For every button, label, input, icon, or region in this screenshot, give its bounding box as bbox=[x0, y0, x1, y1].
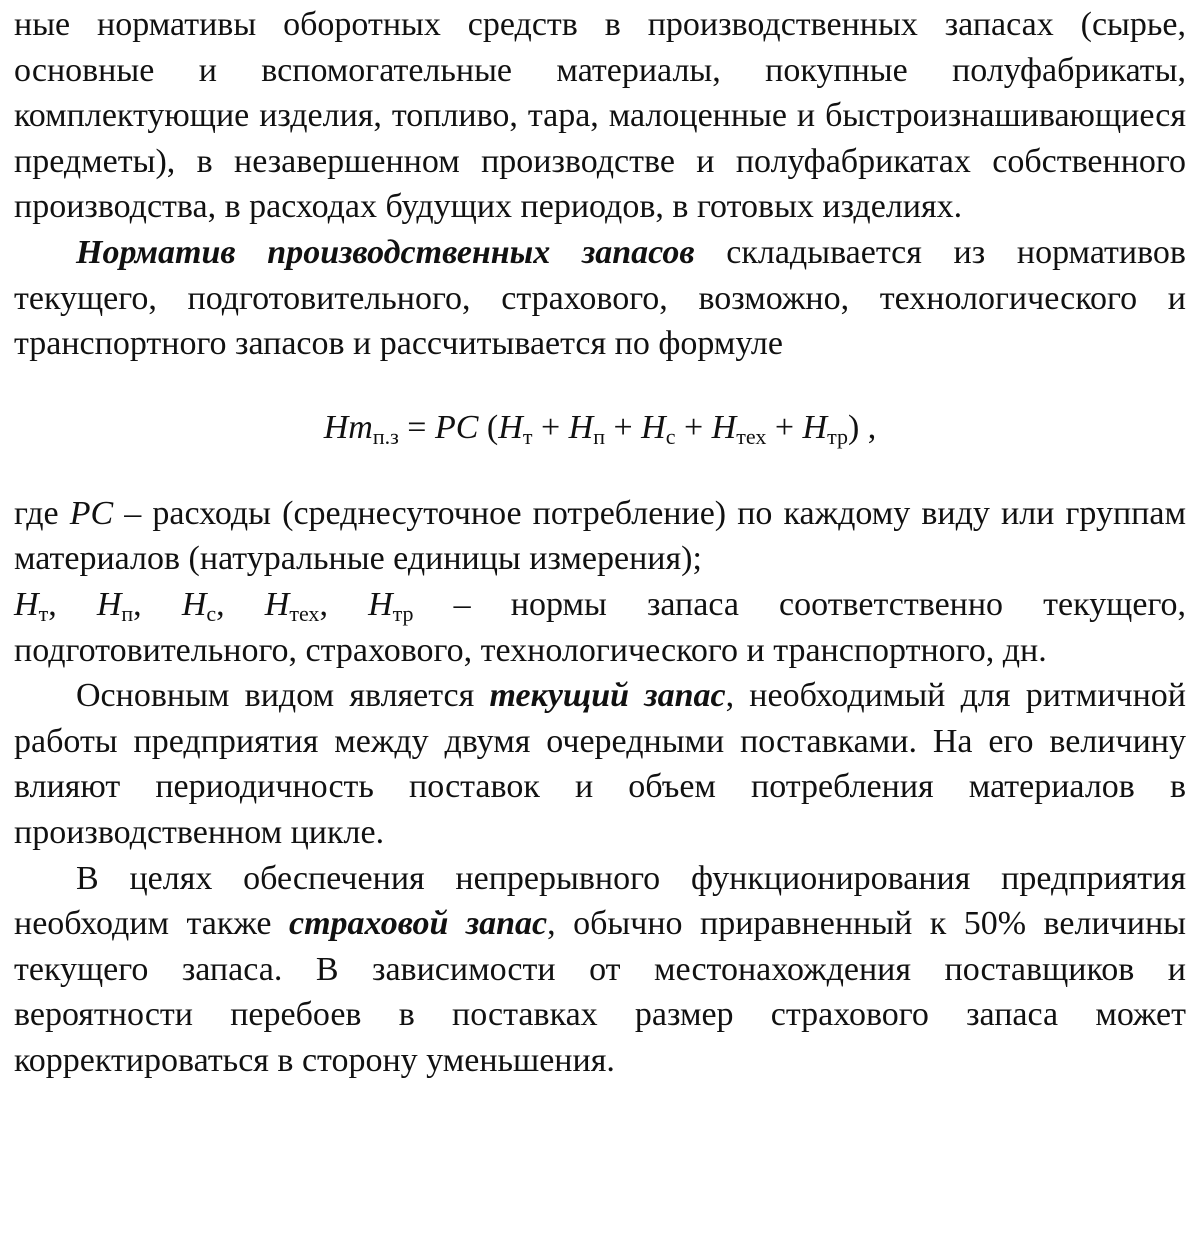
paragraph-safety-stock bbox=[14, 856, 1186, 1084]
def-rc-text: – расходы (среднесуточное потребление) по каждому виду или группам материалов (натуральные единицы измерения); bbox=[14, 494, 1186, 578]
formula-close: ) , bbox=[847, 408, 877, 446]
where-word: где bbox=[14, 494, 70, 532]
def-h-t: Н bbox=[14, 585, 39, 623]
current-stock-before: Основным видом является bbox=[76, 677, 490, 715]
term-current-stock: текущий запас bbox=[489, 677, 726, 715]
def-comma-2: , bbox=[133, 585, 182, 623]
def-h-p: Н bbox=[96, 585, 122, 623]
formula-rc: РС bbox=[434, 408, 479, 446]
formula-open: ( bbox=[478, 408, 499, 446]
formula-h2: Н bbox=[568, 408, 594, 446]
def-rc-symbol: РС bbox=[69, 494, 114, 532]
def-sub-c: с bbox=[206, 600, 217, 626]
def-comma-3: , bbox=[216, 585, 265, 623]
formula-sub-c: с bbox=[665, 423, 676, 449]
paragraph-intro-text: ные нормативы оборотных средств в производственных запасах (сырье, основные и вспомогательные материалы, покупные полуфабрикаты, комплектующие изделия, топливо, тара, малоценные и быстроизнашивающиеся предметы), в незавершенном производстве и полуфабрикатах собственного производства, в расходах будущих периодов, в готовых изделиях. bbox=[14, 6, 1186, 226]
def-sub-t: т bbox=[38, 600, 49, 626]
def-comma-4: , bbox=[319, 585, 369, 623]
term-safety-stock: страховой запас bbox=[289, 905, 548, 943]
def-norms-text: – нормы запаса соответственно текущего, подготовительного, страхового, технологического и транспортного, дн. bbox=[14, 585, 1187, 669]
paragraph-definitions bbox=[14, 491, 1186, 673]
formula-plus-3: + bbox=[675, 408, 712, 446]
safety-stock-before: В целях обеспечения непрерывного функционирования предприятия необходим также bbox=[14, 859, 1186, 943]
formula-plus-1: + bbox=[532, 408, 569, 446]
def-sub-tr: тр bbox=[392, 600, 414, 626]
formula-plus-4: + bbox=[766, 408, 803, 446]
term-norm: Норматив производственных запасов bbox=[76, 233, 695, 271]
formula-lhs: Нт bbox=[323, 408, 373, 446]
formula bbox=[14, 405, 1186, 451]
paragraph-norm-definition bbox=[14, 230, 1186, 367]
formula-h5: Н bbox=[802, 408, 828, 446]
paragraph-current-stock bbox=[14, 673, 1186, 855]
def-comma-1: , bbox=[48, 585, 97, 623]
def-sub-tex: тех bbox=[289, 600, 320, 626]
page bbox=[14, 0, 1186, 1083]
def-h-tex: Н bbox=[264, 585, 290, 623]
formula-lhs-sub: п.з bbox=[372, 423, 399, 449]
current-stock-after: , необходимый для ритмичной работы предприятия между двумя очередными поставками. На его величину влияют периодичность поставок и объем потребления материалов в производственном цикле. bbox=[14, 677, 1186, 851]
def-sub-p: п bbox=[121, 600, 134, 626]
formula-plus-2: + bbox=[604, 408, 642, 446]
formula-h3: Н bbox=[641, 408, 666, 446]
formula-h1: Н bbox=[498, 408, 523, 446]
formula-eq: = bbox=[398, 408, 435, 446]
def-h-tr: Н bbox=[368, 585, 393, 623]
paragraph-intro bbox=[14, 2, 1186, 230]
formula-sub-tr: тр bbox=[827, 423, 848, 449]
paragraph-norm-text: складывается из нормативов текущего, подготовительного, страхового, возможно, технологического и транспортного запасов и рассчитывается по формуле bbox=[14, 233, 1186, 363]
safety-stock-after: , обычно приравненный к 50% величины текущего запаса. В зависимости от местонахождения поставщиков и вероятности перебоев в поставках размер страхового запаса может корректироваться в сторону уменьшения. bbox=[14, 905, 1186, 1079]
formula-sub-p: п bbox=[593, 423, 605, 449]
formula-sub-tex: тех bbox=[736, 423, 767, 449]
formula-h4: Н bbox=[711, 408, 737, 446]
formula-sub-t: т bbox=[522, 423, 533, 449]
def-h-c: Н bbox=[181, 585, 207, 623]
